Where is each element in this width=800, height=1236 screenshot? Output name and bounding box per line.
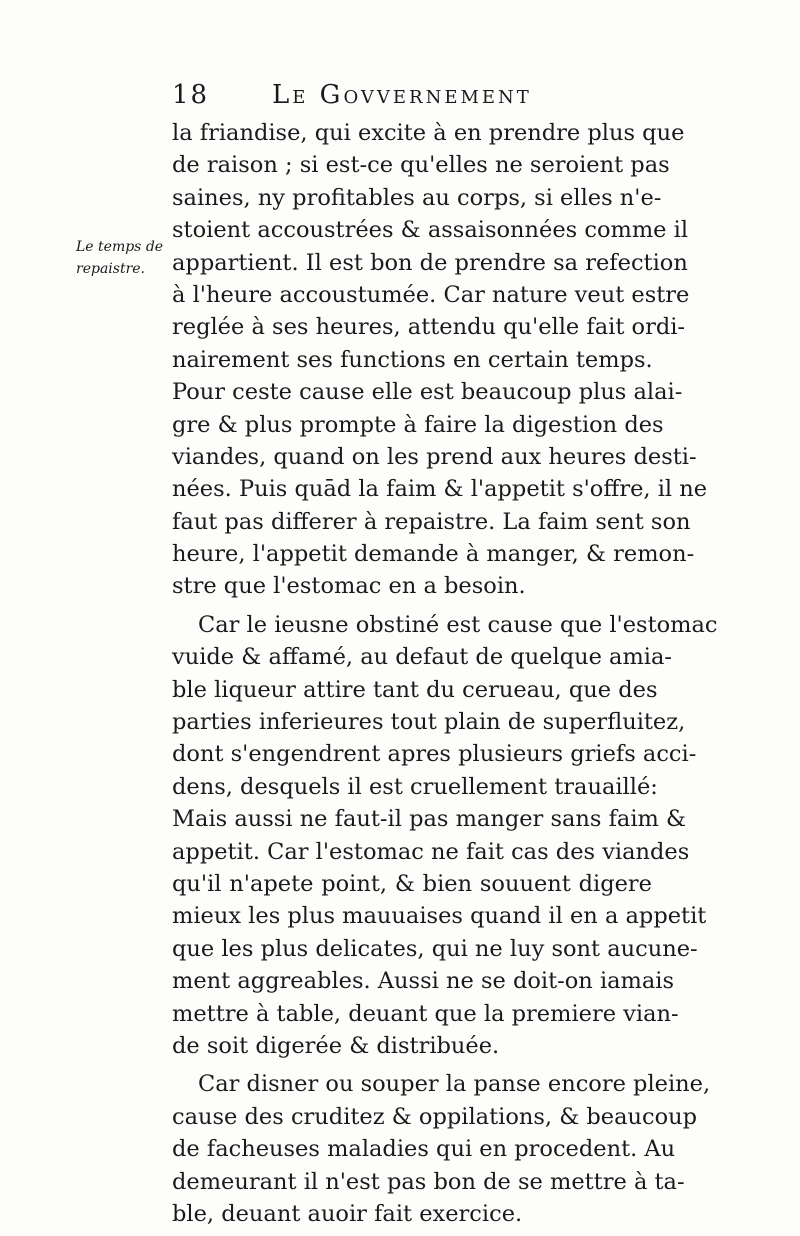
text-line: Car disner ou souper la panse encore pleine, [198,1071,711,1098]
text-line: faut pas differer à repaistre. La faim sent son [172,508,691,535]
text-line: reglée à ses heures, attendu qu'elle fait ordi- [172,314,686,341]
text-line: que les plus delicates, qui ne luy sont aucune- [172,935,698,962]
text-line: nairement ses functions en certain temps. [172,346,653,373]
text-line: dens, desquels il est cruellement trauaillé: [172,773,658,800]
text-line: Mais aussi ne faut-il pas manger sans faim & [172,806,687,833]
text-line: à l'heure accoustumée. Car nature veut estre [172,281,690,308]
margin-note-line: repaistre. [76,261,146,277]
text-line: saines, ny profitables au corps, si elles n'e- [172,184,662,211]
text-line: de facheuses maladies qui en procedent. Au [172,1136,676,1163]
text-line: ment aggreables. Aussi ne se doit-on iamais [172,968,675,995]
text-line: Car le ieusne obstiné est cause que l'estomac [198,611,718,638]
text-line: nées. Puis quād la faim & l'appetit s'offre, il ne [172,476,708,503]
text-line: cause des cruditez & oppilations, & beaucoup [172,1103,698,1130]
text-line: stre que l'estomac en a besoin. [172,573,526,600]
text-line: appetit. Car l'estomac ne fait cas des viandes [172,838,690,865]
text-line: vuide & affamé, au defaut de quelque amia- [172,644,673,671]
text-line: heure, l'appetit demande à manger, & remon- [172,541,695,568]
margin-note-line: Le temps de [76,239,164,255]
text-line: de raison ; si est-ce qu'elles ne seroient pas [172,152,670,179]
running-title: Le Govvernement [272,80,532,110]
text-line: mettre à table, deuant que la premiere vian- [172,1000,679,1027]
text-line: Pour ceste cause elle est beaucoup plus alai- [172,379,683,406]
text-line: ble, deuant auoir fait exercice. [172,1200,523,1227]
body-text [172,117,718,1230]
page-header [172,80,652,116]
page-number: 18 [172,80,210,110]
text-line: la friandise, qui excite à en prendre plus que [172,120,685,146]
text-line: demeurant il n'est pas bon de se mettre à ta- [172,1168,685,1195]
text-line: parties inferieures tout plain de superfluitez, [172,709,686,736]
text-line: appartient. Il est bon de prendre sa refection [172,249,688,276]
text-line: ble liqueur attire tant du cerueau, que des [172,676,658,703]
text-line: dont s'engendrent apres plusieurs griefs acci- [172,741,697,768]
text-line: de soit digerée & distribuée. [172,1032,500,1059]
text-line: mieux les plus mauuaises quand il en a appetit [172,903,707,930]
margin-note [76,236,176,280]
text-line: qu'il n'apete point, & bien souuent digere [172,870,652,897]
text-line: viandes, quand on les prend aux heures desti- [172,443,697,470]
text-line: stoient accoustrées & assaisonnées comme il [172,217,689,244]
text-line: gre & plus prompte à faire la digestion des [172,411,664,438]
